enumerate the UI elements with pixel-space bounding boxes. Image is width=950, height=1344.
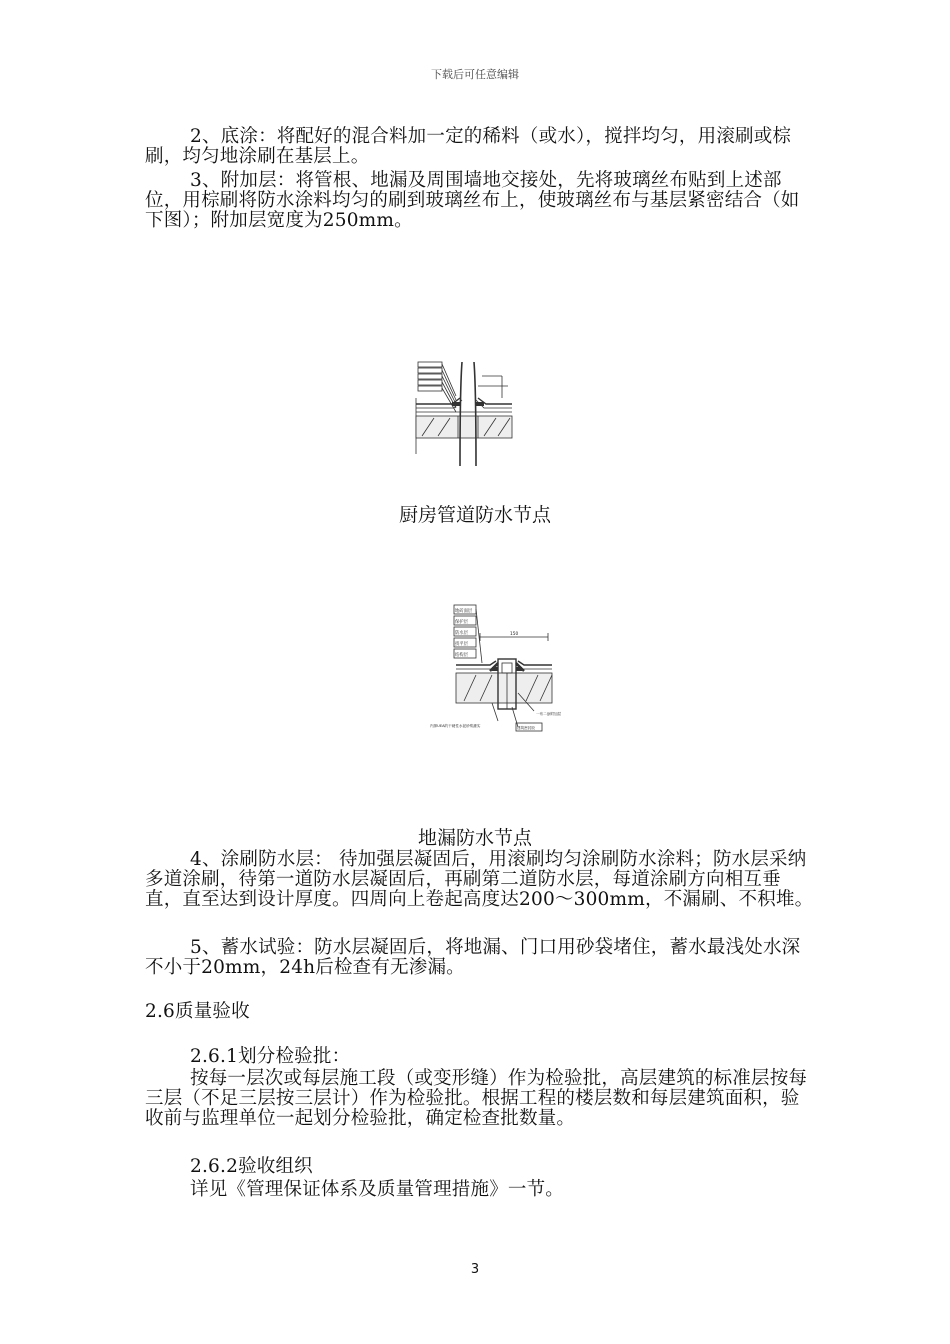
page-number: 3 [470,1262,480,1277]
drain-label-leveling: 找平层 [455,642,468,647]
floor-drain-waterproof-diagram [430,603,587,743]
kitchen-pipe-waterproof-diagram [412,358,532,470]
subheading-organization: 2.6.2验收组织 [190,1156,313,1177]
section-heading-quality: 2.6质量验收 [145,1001,250,1022]
page-header: 下载后可任意编辑 [431,68,519,81]
drain-note-sealant: 建筑密封胶 [517,726,535,730]
paragraph-coating: 4、涂刷防水层： 待加强层凝固后，用滚刷均匀涂刷防水涂料；防水层采纳多道涂刷，待第一道防水层凝固后，再刷第二道防水层，每道涂刷方向相互垂直，直至达到设计厚度。四周向上卷起高度达200～300mm，不漏刷、不积堆。 [145,849,814,910]
paragraph-additional-layer: 3、附加层：将管根、地漏及周围墙地交接处，先将玻璃丝布贴到上述部位，用棕刷将防水涂料均匀的刷到玻璃丝布上，使玻璃丝布与基层紧密结合（如下图）；附加层宽度为250mm。 [145,170,800,231]
drain-label-protect: 保护层 [455,620,468,625]
paragraph-base-coat: 2、底涂：将配好的混合料加一定的稀料（或水），搅拌均匀，用滚刷或棕刷，均匀地涂刷在基层上。 [145,126,792,167]
drain-label-structure: 结构层 [455,653,468,658]
drain-label-tile: 地砖面层 [455,609,473,614]
drain-label-waterproof: 防水层 [455,631,468,636]
drain-note-mortar: 内掺UEA的干硬性水泥砂浆灌实 [430,724,481,728]
paragraph-water-test: 5、蓄水试验：防水层凝固后，将地漏、门口用砂袋堵住，蓄水最浅处水深不小于20mm，24h后检查有无渗漏。 [145,937,801,978]
figure-caption-kitchen-pipe: 厨房管道防水节点 [398,504,551,526]
drain-note-additional: 一布二涂附加层 [536,712,562,716]
subheading-inspection-batch: 2.6.1划分检验批： [190,1046,351,1067]
figure-caption-floor-drain: 地漏防水节点 [417,827,532,849]
paragraph-inspection-batch: 按每一层次或每层施工段（或变形缝）作为检验批，高层建筑的标准层按每三层（不足三层按三层计）作为检验批。根据工程的楼层数和每层建筑面积，验收前与监理单位一起划分检验批，确定检查批数量。 [145,1068,808,1129]
drain-dimension: 150 [510,632,519,637]
paragraph-organization: 详见《管理保证体系及质量管理措施》一节。 [190,1179,565,1200]
